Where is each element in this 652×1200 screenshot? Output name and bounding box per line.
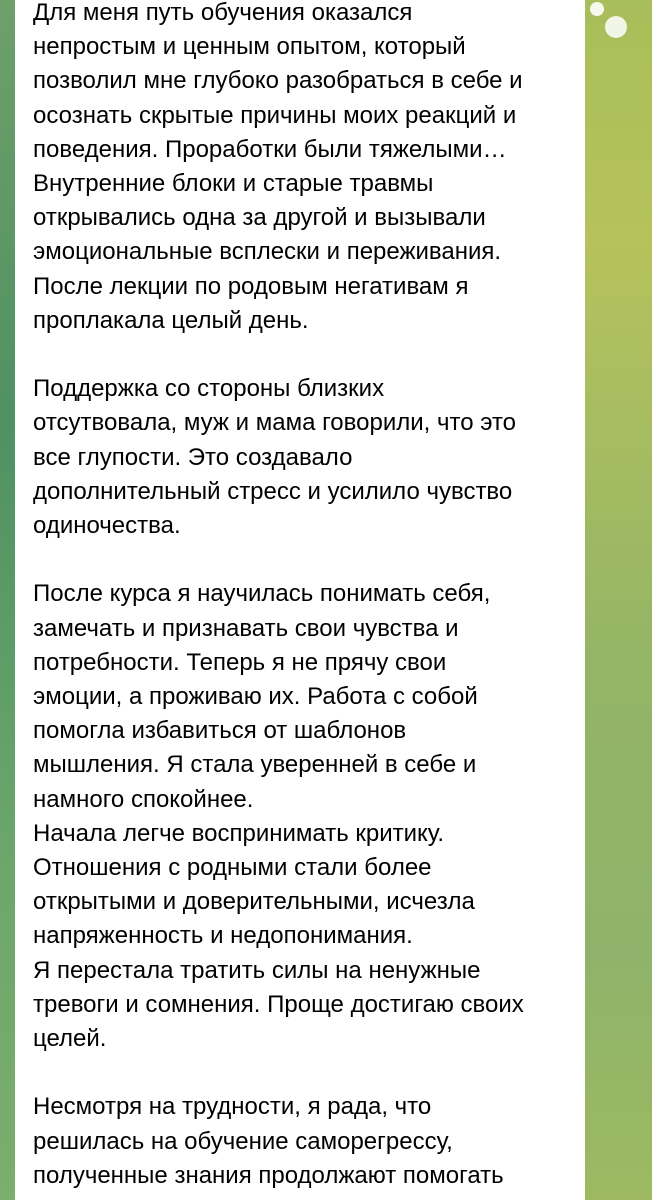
- message-line: непростым и ценным опытом, который: [33, 33, 466, 61]
- message-paragraph: [33, 1090, 578, 1193]
- bubble-tail-dot-small: [590, 2, 604, 16]
- paragraph-spacer: [33, 543, 578, 577]
- message-line: Я перестала тратить силы на ненужные: [33, 956, 481, 984]
- message-paragraph: [33, 0, 578, 338]
- message-line: отсутвовала, муж и мама говорили, что это: [33, 409, 517, 437]
- message-line: После лекции по родовым негативам я: [33, 272, 469, 300]
- message-line: осознать скрытые причины моих реакций и: [33, 101, 517, 129]
- paragraph-spacer: [33, 1056, 578, 1090]
- message-line: Начала легче воспринимать критику.: [33, 819, 445, 847]
- message-line: тревоги и сомнения. Проще достигаю своих: [33, 990, 524, 1018]
- message-line: Несмотря на трудности, я рада, что: [33, 1093, 432, 1121]
- message-line: Внутренние блоки и старые травмы: [33, 170, 434, 198]
- message-line: поведения. Проработки были тяжелыми…: [33, 135, 507, 163]
- message-line: полученные знания продолжают помогать: [33, 1161, 504, 1189]
- message-line: потребности. Теперь я не прячу свои: [33, 648, 447, 676]
- message-line: дополнительный стресс и усилило чувство: [33, 477, 513, 505]
- message-line: После курса я научилась понимать себя,: [33, 580, 491, 608]
- message-line: эмоциональные всплески и переживания.: [33, 238, 502, 266]
- message-line: эмоции, а проживаю их. Работа с собой: [33, 683, 478, 711]
- message-line: открытыми и доверительными, исчезла: [33, 888, 475, 916]
- message-line: позволил мне глубоко разобраться в себе и: [33, 67, 523, 95]
- message-line: проплакала целый день.: [33, 306, 309, 334]
- message-paragraph: [33, 577, 578, 1056]
- message-line: помогла избавиться от шаблонов: [33, 717, 407, 745]
- message-text: [33, 0, 578, 1193]
- message-line: целей.: [33, 1025, 107, 1053]
- message-line: Отношения с родными стали более: [33, 854, 432, 882]
- message-line: намного спокойнее.: [33, 785, 254, 813]
- message-line: одиночества.: [33, 512, 181, 540]
- message-paragraph: [33, 372, 578, 543]
- message-line: Поддержка со стороны близких: [33, 375, 385, 403]
- message-line: Для меня путь обучения оказался: [33, 0, 413, 26]
- message-line: решилась на обучение саморегрессу,: [33, 1127, 453, 1155]
- message-line: замечать и признавать свои чувства и: [33, 614, 459, 642]
- paragraph-spacer: [33, 338, 578, 372]
- message-line: все глупости. Это создавало: [33, 443, 353, 471]
- bubble-tail-dot-large: [605, 16, 627, 38]
- message-line: напряженность и недопонимания.: [33, 922, 413, 950]
- message-line: мышления. Я стала уверенней в себе и: [33, 751, 477, 779]
- message-line: открывались одна за другой и вызывали: [33, 204, 486, 232]
